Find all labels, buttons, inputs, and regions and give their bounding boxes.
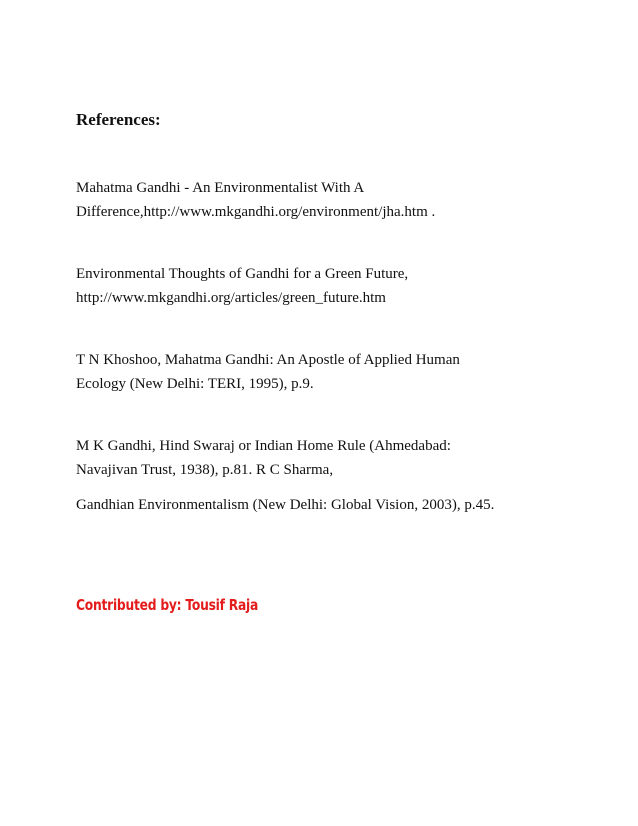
reference-line: T N Khoshoo, Mahatma Gandhi: An Apostle of Applied Human xyxy=(76,352,460,368)
reference-item xyxy=(76,493,596,517)
reference-item xyxy=(76,434,596,482)
reference-item xyxy=(76,262,596,310)
references-heading: References: xyxy=(76,110,161,129)
reference-item xyxy=(76,176,596,224)
reference-line: Ecology (New Delhi: TERI, 1995), p.9. xyxy=(76,376,314,392)
reference-line: Mahatma Gandhi - An Environmentalist With A xyxy=(76,180,365,196)
reference-line: Difference,http://www.mkgandhi.org/environment/jha.htm . xyxy=(76,204,436,220)
reference-line: Environmental Thoughts of Gandhi for a Green Future, xyxy=(76,266,409,282)
reference-item xyxy=(76,348,596,396)
reference-line: Gandhian Environmentalism (New Delhi: Global Vision, 2003), p.45. xyxy=(76,497,495,513)
reference-line: http://www.mkgandhi.org/articles/green_future.htm xyxy=(76,290,386,306)
contributor-credit: Contributed by: Tousif Raja xyxy=(76,596,259,614)
reference-line: Navajivan Trust, 1938), p.81. R C Sharma, xyxy=(76,462,334,478)
reference-line: M K Gandhi, Hind Swaraj or Indian Home Rule (Ahmedabad: xyxy=(76,438,451,454)
